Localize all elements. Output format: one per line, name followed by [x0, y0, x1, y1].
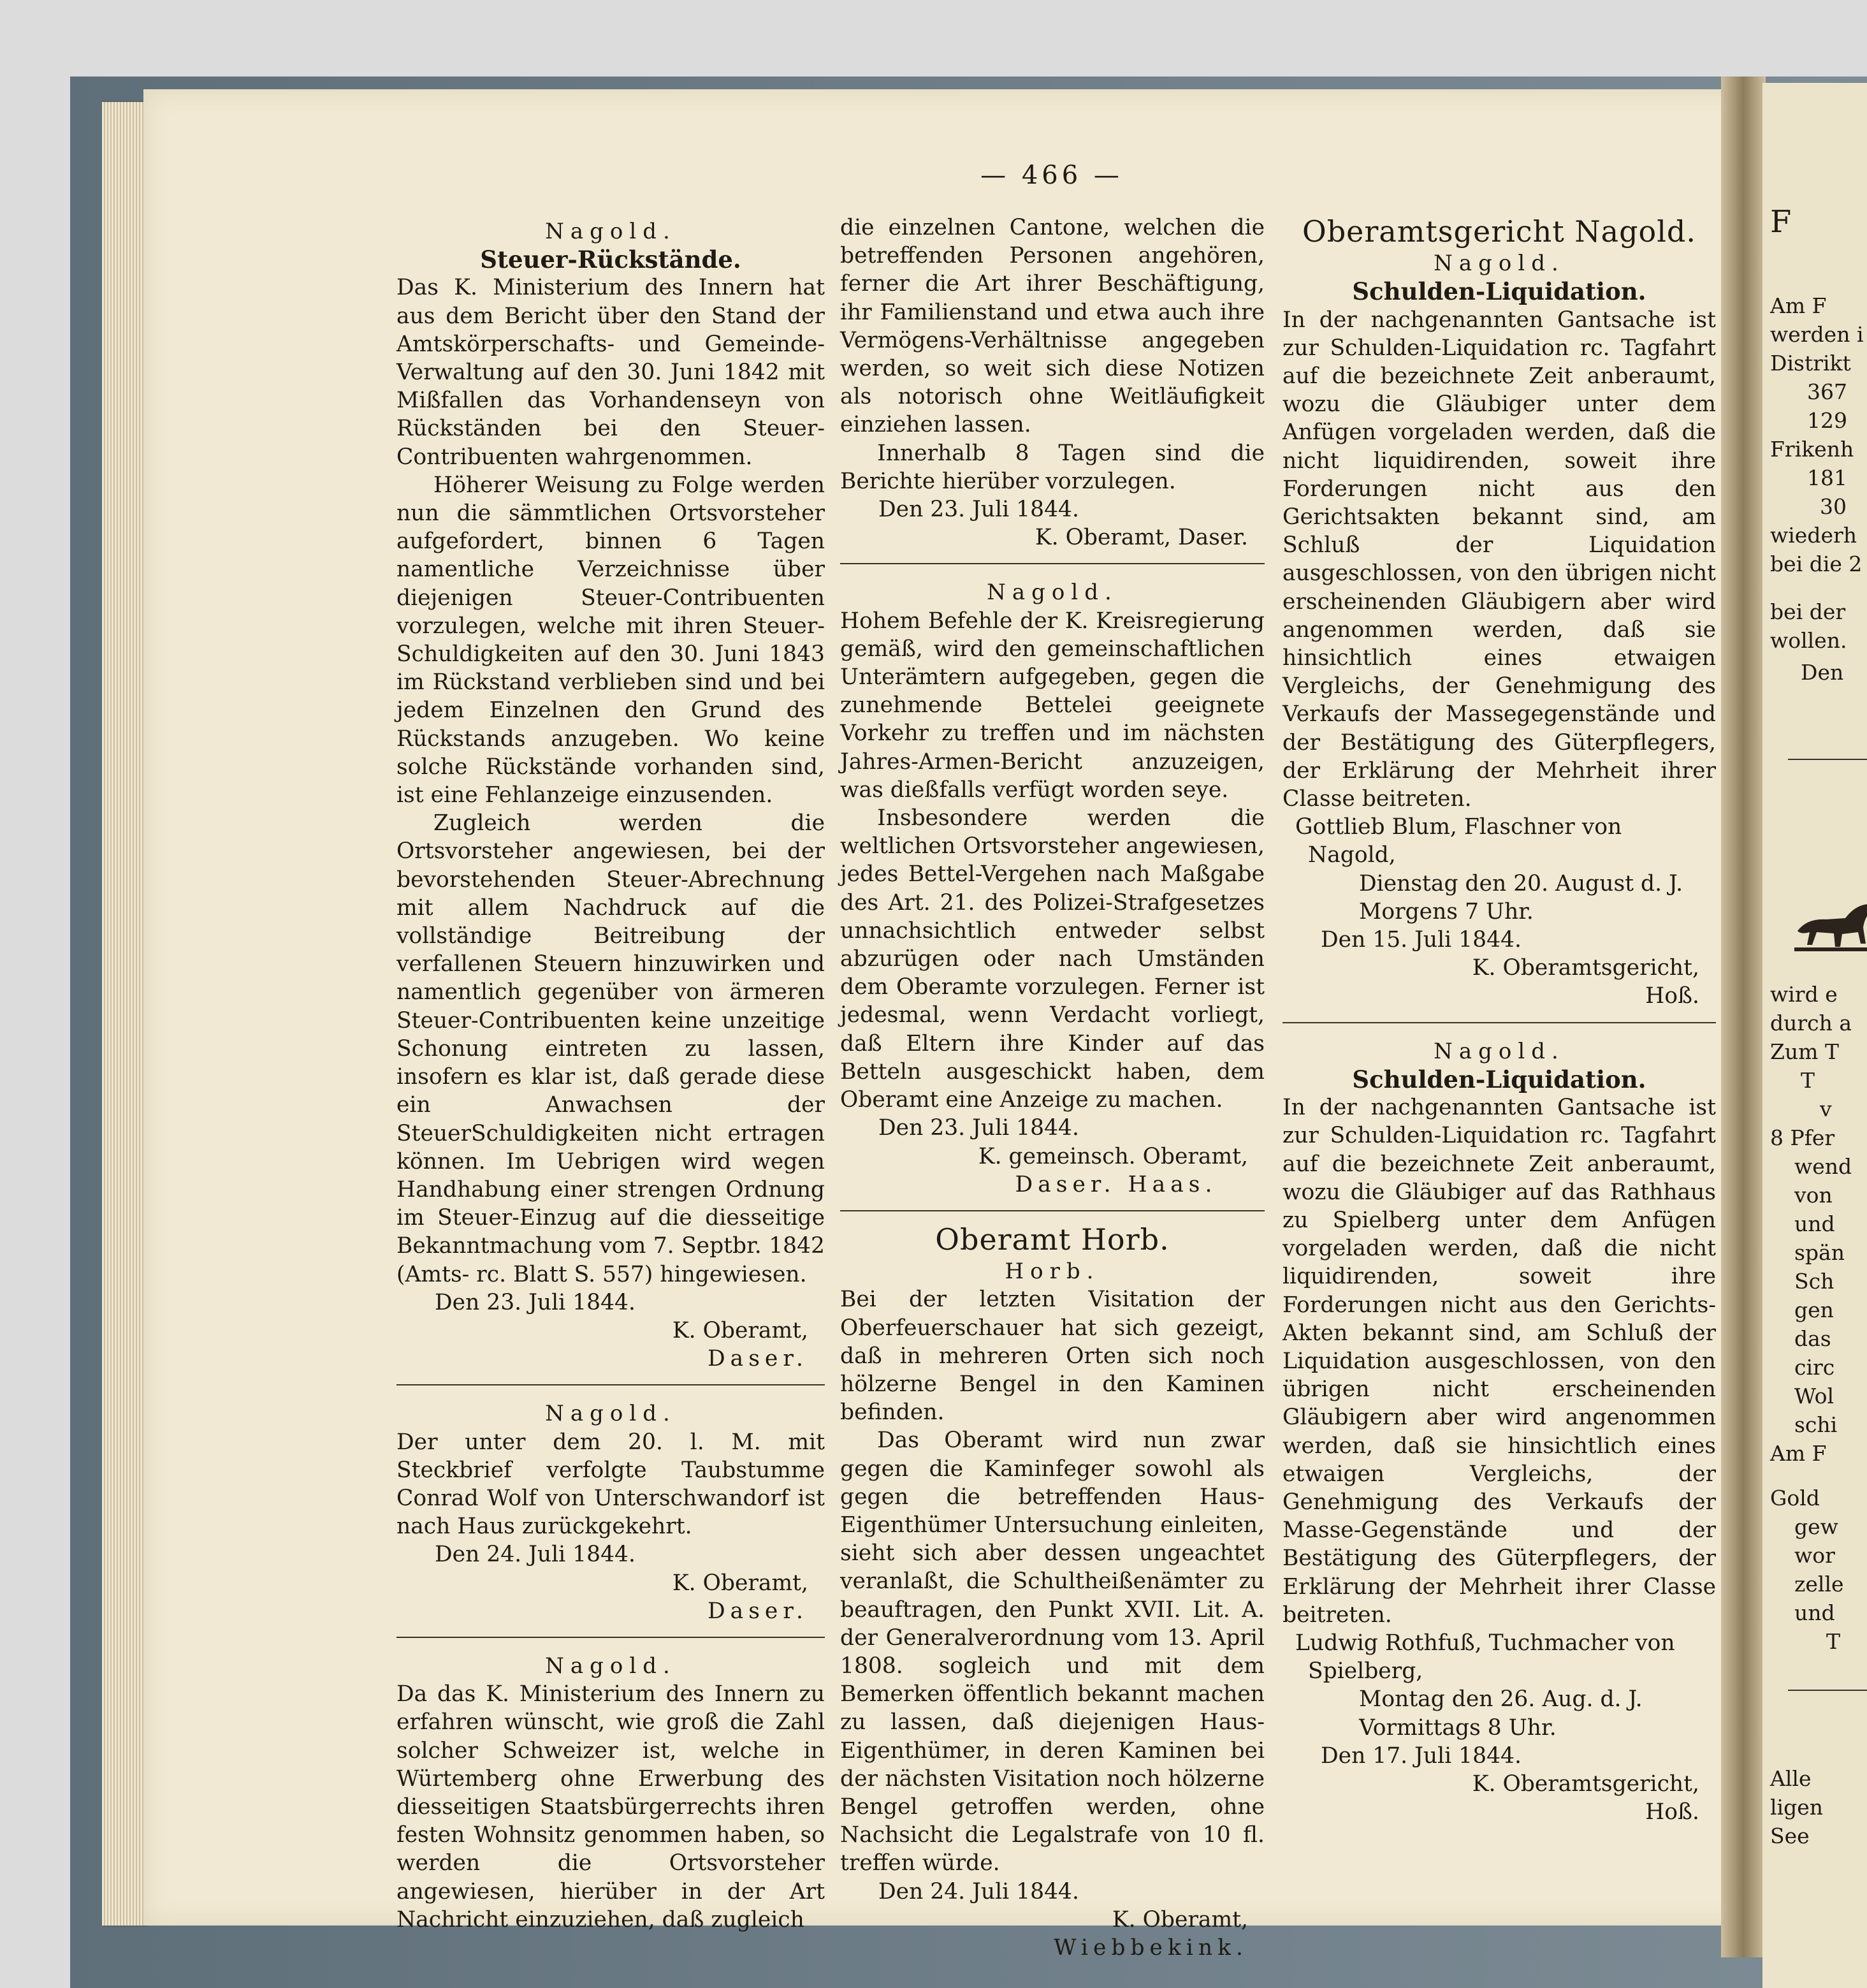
notice-creditor: Ludwig Rothfuß, Tuchmacher von Spielberg,	[1295, 1630, 1675, 1685]
notice-paragraph: In der nachgenannten Gantsache ist zur Schulden-Liquidation rc. Tagfahrt auf die bezeichnete Zeit anberaumt, wozu die Gläubiger unter dem Anfügen vorgeladen werden, daß die nicht liquidirenden, soweit ihre Forderungen nicht aus den Gerichtsakten bekannt sind, am Schluß der Liquidation ausgeschlossen, von den übrigen nicht erscheinenden Gläubigern aber wird angenommen werden, daß sie hinsichtlich eines etwaigen Vergleichs, der Genehmigung des Verkaufs der Massegegenstände und der Bestätigung des Güterpflegers, der Erklärung der Mehrheit ihrer Classe beitreten.	[1282, 307, 1716, 812]
next-page-line: Sch	[1794, 1269, 1834, 1294]
notice-divider	[396, 1637, 825, 1638]
notice-signature: K. Oberamt, Daser.	[1035, 525, 1248, 551]
next-page-line: Zum T	[1770, 1039, 1839, 1064]
next-page-line: Am F	[1770, 1441, 1827, 1466]
next-page-line: schi	[1794, 1412, 1838, 1437]
next-page-line: wend	[1794, 1154, 1852, 1179]
next-page-line: wird e	[1770, 982, 1838, 1007]
next-page-line: 129	[1807, 408, 1847, 433]
page-edges	[102, 102, 147, 1926]
next-page-line: 181	[1807, 465, 1847, 490]
next-page-line: werden i	[1770, 322, 1864, 347]
next-page-line: gen	[1794, 1297, 1834, 1322]
next-page-line: wollen.	[1770, 628, 1847, 653]
notice-date: Den 15. Juli 1844.	[1321, 927, 1522, 953]
notice-paragraph: Da das K. Ministerium des Innern zu erfahren wünscht, wie groß die Zahl solcher Schweizer ist, welche in Würtemberg ohne Erwerbung des diesseitigen Staatsbürgerrechts ihren festen Wohnsitz genommen haben, so werden die Ortsvorsteher angewiesen, hierüber in der Art Nachricht einzuziehen, daß zugleich	[396, 1681, 825, 1933]
next-page-divider	[1788, 759, 1867, 760]
notice-creditor: Gottlieb Blum, Flaschner von Nagold,	[1295, 814, 1622, 868]
next-page-line: Frikenh	[1770, 437, 1854, 462]
notice-place: Nagold.	[545, 219, 676, 244]
next-page-line: 367	[1807, 379, 1847, 404]
notice-hearing-time: Morgens 7 Uhr.	[1359, 898, 1534, 925]
notice-hearing-date: Dienstag den 20. August d. J.	[1359, 870, 1683, 896]
notice-date: Den 24. Juli 1844.	[435, 1542, 636, 1568]
notice-paragraph: Zugleich werden die Ortsvorsteher angewiesen, bei der bevorstehenden Steuer-Abrechnung mit allem Nachdruck auf die vollständige Beitreibung der verfallenen Steuern hinzuwirken und namentlich gegenüber von ärmeren Steuer-Contribuenten keine unzeitige Schonung eintreten zu lassen, insofern es klar ist, daß gerade diese ein Anwachsen der SteuerSchuldigkeiten nicht ertragen können. Im Uebrigen wird wegen Handhabung einer strengen Ordnung im Steuer-Einzug auf die diesseitige Bekanntmachung vom 7. Septbr. 1842 (Amts- rc. Blatt S. 557) hingewiesen.	[396, 810, 825, 1287]
notice-paragraph: Innerhalb 8 Tagen sind die Berichte hierüber vorzulegen.	[840, 440, 1265, 494]
notice-date: Den 23. Juli 1844.	[435, 1289, 636, 1315]
notice-signature-name: Daser.	[707, 1598, 808, 1624]
next-page-line: Den	[1801, 660, 1844, 685]
notice-heading: Schulden-Liquidation.	[1352, 1065, 1646, 1093]
next-page-line: wor	[1794, 1543, 1835, 1568]
notice-date: Den 23. Juli 1844.	[878, 1115, 1079, 1141]
next-page-line: Am F	[1770, 293, 1827, 318]
next-page-line: spän	[1794, 1240, 1845, 1265]
next-page-line: durch a	[1770, 1011, 1852, 1035]
next-page-line: und	[1794, 1600, 1835, 1625]
next-page-line: das	[1794, 1326, 1831, 1351]
notice-divider	[396, 1384, 825, 1385]
next-page-line: wiederh	[1770, 523, 1857, 548]
notice-signature-name: Hoß.	[1645, 1799, 1699, 1825]
notice-date: Den 23. Juli 1844.	[878, 497, 1079, 523]
column-3	[1282, 214, 1716, 1826]
notice-signature-office: K. Oberamt,	[672, 1570, 808, 1596]
next-page-line: Distrikt	[1770, 351, 1851, 376]
notice-signature-name: Daser. Haas.	[1015, 1171, 1217, 1197]
next-page-line: Wol	[1794, 1384, 1834, 1408]
next-page-line: ligen	[1770, 1795, 1824, 1820]
next-page-line: Gold	[1770, 1486, 1820, 1510]
notice-paragraph: Insbesondere werden die weltlichen Ortsvorsteher angewiesen, jedes Bettel-Vergehen nach Maßgabe des Art. 21. des Polizei-Strafgesetzes unnachsichtlich entweder selbst abzurügen oder nach Umständen dem Oberamte vorzulegen. Ferner ist jedesmal, wenn Verdacht vorliegt, daß Eltern ihre Kinder auf das Betteln ausgeschickt haben, dem Oberamt eine Anzeige zu machen.	[840, 805, 1265, 1113]
notice-place: Nagold.	[987, 580, 1118, 606]
notice-place: Nagold.	[1434, 1038, 1565, 1064]
column-2	[840, 214, 1265, 1962]
notice-heading: Schulden-Liquidation.	[1352, 277, 1646, 306]
next-page-line: 30	[1820, 494, 1847, 519]
section-title: Oberamtsgericht Nagold.	[1302, 214, 1696, 249]
horse-emblem-icon	[1794, 893, 1867, 953]
notice-signature-office: K. Oberamt,	[672, 1317, 808, 1343]
notice-paragraph: Hohem Befehle der K. Kreisregierung gemäß, wird den gemeinschaftlichen Unterämtern aufgegeben, gegen die zunehmende Bettelei geeignete Vorkehr zu treffen und im nächsten Jahres-Armen-Bericht anzuzeigen, was dießfalls verfügt worden seye.	[840, 608, 1265, 803]
notice-divider	[1282, 1022, 1716, 1023]
next-page-line: 8 Pfer	[1770, 1125, 1835, 1150]
notice-paragraph: Bei der letzten Visitation der Oberfeuerschauer hat sich gezeigt, daß in mehreren Orten sich noch hölzerne Bengel in den Kaminen befinden.	[840, 1287, 1265, 1426]
next-page-line: Alle	[1770, 1766, 1812, 1791]
next-page-line: zelle	[1794, 1572, 1844, 1597]
notice-paragraph: Das K. Ministerium des Innern hat aus dem Bericht über den Stand der Amtskörperschafts- und Gemeinde-Verwaltung auf den 30. Juni 1842 mit Mißfallen das Vorhandenseyn von Rückständen bei den Steuer-Contribuenten wahrgenommen.	[396, 275, 825, 470]
notice-signature-office: K. Oberamt,	[1112, 1906, 1248, 1933]
next-page-line: bei der	[1770, 599, 1846, 624]
notice-hearing-time: Vormittags 8 Uhr.	[1359, 1714, 1557, 1741]
notice-signature-office: K. Oberamtsgericht,	[1472, 955, 1699, 981]
notice-paragraph: Der unter dem 20. l. M. mit Steckbrief verfolgte Taubstumme Conrad Wolf von Unterschwandorf ist nach Haus zurückgekehrt.	[396, 1429, 825, 1540]
notice-signature-name: Hoß.	[1645, 983, 1699, 1009]
notice-paragraph: Das Oberamt wird nun zwar gegen die Kaminfeger sowohl als gegen die betreffenden Haus-Eigenthümer Untersuchung einleiten, sieht sich aber dessen ungeachtet veranlaßt, die Schultheißenämter zu beauftragen, den Punkt XVII. Lit. A. der Generalverordnung vom 13. April 1808. sogleich und mit dem Bemerken öffentlich bekannt machen zu lassen, daß diejenigen Haus-Eigenthümer, in deren Kaminen bei der nächsten Visitation noch hölzerne Bengel getroffen werden, ohne Nachsicht die Legalstrafe von 10 fl. treffen würde.	[840, 1428, 1265, 1876]
next-page-line: bei die 2	[1770, 552, 1863, 576]
next-page-fragment	[1762, 83, 1867, 1988]
next-page-line: See	[1770, 1824, 1810, 1848]
notice-signature-office: K. Oberamtsgericht,	[1472, 1771, 1699, 1797]
notice-signature-name: Wiebbekink.	[1054, 1934, 1248, 1961]
notice-paragraph: In der nachgenannten Gantsache ist zur Schulden-Liquidation rc. Tagfahrt auf die bezeichnete Zeit anberaumt, wozu die Gläubiger auf das Rathhaus zu Spielberg unter dem Anfügen vorgeladen werden, daß die nicht liquidirenden, soweit ihre Forderungen nicht aus den Gerichts-Akten bekannt sind, am Schluß der Liquidation ausgeschlossen, von den übrigen nicht erscheinenden Gläubigern aber wird angenommen werden, daß sie hinsichtlich eines etwaigen Vergleichs, der Genehmigung des Verkaufs der Masse-Gegenstände und der Bestätigung des Güterpflegers, der Erklärung der Mehrheit ihrer Classe beitreten.	[1282, 1095, 1716, 1628]
notice-date: Den 24. Juli 1844.	[878, 1878, 1079, 1904]
next-page-line: von	[1794, 1183, 1833, 1208]
notice-heading: Steuer-Rückstände.	[480, 245, 741, 274]
notice-signature-name: Daser.	[707, 1346, 808, 1372]
next-page-line: v	[1820, 1097, 1832, 1122]
notice-place: Nagold.	[545, 1653, 676, 1679]
next-page-line: F	[1770, 204, 1792, 240]
notice-date: Den 17. Juli 1844.	[1321, 1743, 1522, 1769]
next-page-line: circ	[1794, 1355, 1835, 1380]
next-page-divider	[1788, 1690, 1867, 1691]
notice-signature-office: K. gemeinsch. Oberamt,	[978, 1143, 1248, 1169]
next-page-line: T	[1826, 1629, 1841, 1654]
notice-place: Nagold.	[545, 1401, 676, 1427]
section-title: Oberamt Horb.	[935, 1222, 1170, 1257]
notice-divider	[840, 1210, 1265, 1211]
column-1	[396, 214, 825, 1934]
notice-divider	[840, 563, 1265, 564]
next-page-line: T	[1801, 1068, 1815, 1093]
next-page-line: und	[1794, 1211, 1835, 1236]
notice-hearing-date: Montag den 26. Aug. d. J.	[1359, 1686, 1643, 1713]
book-gutter	[1721, 77, 1766, 1957]
notice-place: Nagold.	[1434, 251, 1565, 277]
notice-place: Horb.	[1005, 1259, 1100, 1285]
notice-paragraph: die einzelnen Cantone, welchen die betreffenden Personen angehören, ferner die Art ihrer Beschäftigung, ihr Familienstand und etwa auch ihre Vermögens-Verhältnisse angegeben werden, so weit sich diese Notizen als notorisch ohne Weitläufigkeit einziehen lassen.	[840, 215, 1265, 438]
page-number: — 466 —	[980, 161, 1123, 190]
notice-paragraph: Höherer Weisung zu Folge werden nun die sämmtlichen Ortsvorsteher aufgefordert, binnen 6 Tagen namentliche Verzeichnisse über diejenigen Steuer-Contribuenten vorzulegen, welche mit ihren Steuer-Schuldigkeiten auf den 30. Juni 1843 im Rückstand verblieben sind und bei jedem Einzelnen den Grund des Rückstands anzugeben. Wo keine solche Rückstände vorhanden sind, ist eine Fehlanzeige einzusenden.	[396, 472, 825, 808]
next-page-line: gew	[1794, 1514, 1838, 1539]
